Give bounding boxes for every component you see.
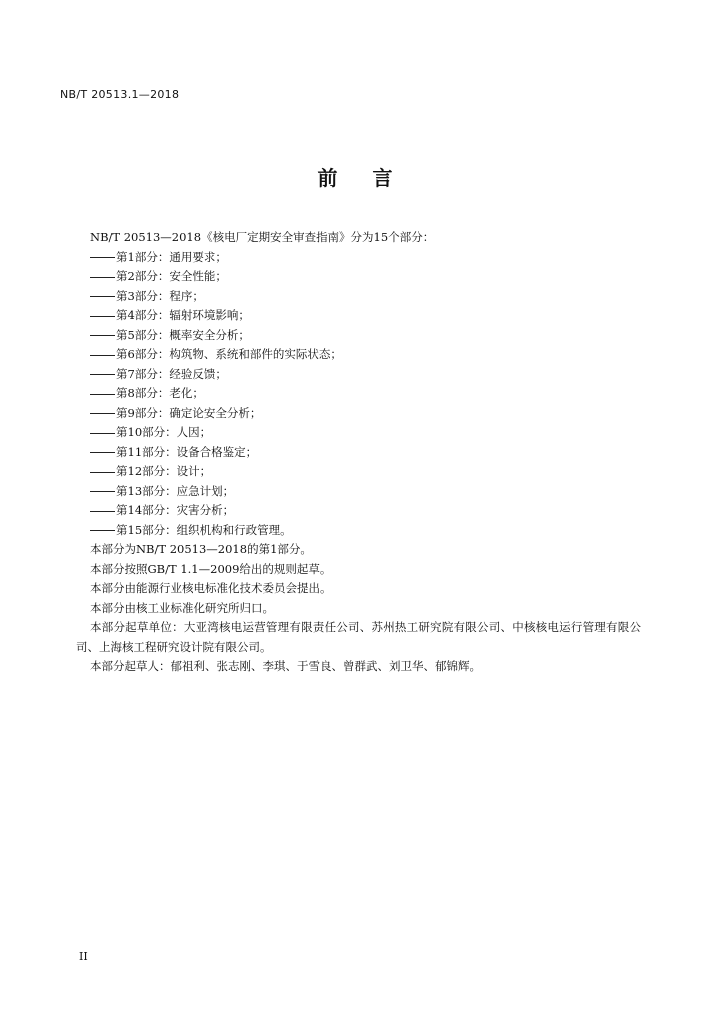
drafting-rules: 本部分按照GB/T 1.1—2009给出的规则起草。 <box>90 561 332 576</box>
page-number: II <box>79 950 88 963</box>
centralized-unit: 本部分由核工业标准化研究所归口。 <box>90 600 274 615</box>
dash-mark <box>90 335 115 336</box>
list-item: 第7部分：经验反馈； <box>76 365 641 385</box>
dash-mark <box>90 394 115 395</box>
list-item: 第5部分：概率安全分析； <box>76 326 641 346</box>
list-item: 第12部分：设计； <box>76 462 641 482</box>
dash-mark <box>90 374 115 375</box>
dash-mark <box>90 472 115 473</box>
parts-list <box>76 248 641 541</box>
list-item: 第6部分：构筑物、系统和部件的实际状态； <box>76 345 641 365</box>
foreword-body <box>76 228 641 677</box>
standard-code: NB/T 20513.1—2018 <box>60 88 180 101</box>
dash-mark <box>90 277 115 278</box>
list-item: 第1部分：通用要求； <box>76 248 641 268</box>
dash-mark <box>90 491 115 492</box>
list-item: 第15部分：组织机构和行政管理。 <box>76 521 641 541</box>
list-item: 第10部分：人因； <box>76 423 641 443</box>
dash-mark <box>90 257 115 258</box>
dash-mark <box>90 511 115 512</box>
drafters: 本部分起草人：郁祖利、张志刚、李琪、于雪良、曾群武、刘卫华、郁锦辉。 <box>90 659 481 673</box>
list-item: 第3部分：程序； <box>76 287 641 307</box>
list-item: 第11部分：设备合格鉴定； <box>76 443 641 463</box>
part-statement: 本部分为NB/T 20513—2018的第1部分。 <box>90 542 312 556</box>
dash-mark <box>90 452 115 453</box>
list-item: 第4部分：辐射环境影响； <box>76 306 641 326</box>
dash-mark <box>90 530 115 531</box>
list-item: 第14部分：灾害分析； <box>76 501 641 521</box>
list-item: 第2部分：安全性能； <box>76 267 641 287</box>
list-item: 第13部分：应急计划； <box>76 482 641 502</box>
drafting-units: 本部分起草单位：大亚湾核电运营管理有限责任公司、苏州热工研究院有限公司、中核核电运行管理有限公司、上海核工程研究设计院有限公司。 <box>76 620 641 654</box>
dash-mark <box>90 433 115 434</box>
list-item: 第9部分：确定论安全分析； <box>76 404 641 424</box>
page-title: 前 言 <box>317 166 407 190</box>
dash-mark <box>90 413 115 414</box>
list-item: 第8部分：老化； <box>76 384 641 404</box>
proposer-statement: 本部分由能源行业核电标准化技术委员会提出。 <box>90 581 332 595</box>
dash-mark <box>90 296 115 297</box>
intro-paragraph: NB/T 20513—2018《核电厂定期安全审查指南》分为15个部分： <box>90 230 435 244</box>
dash-mark <box>90 316 115 317</box>
dash-mark <box>90 355 115 356</box>
